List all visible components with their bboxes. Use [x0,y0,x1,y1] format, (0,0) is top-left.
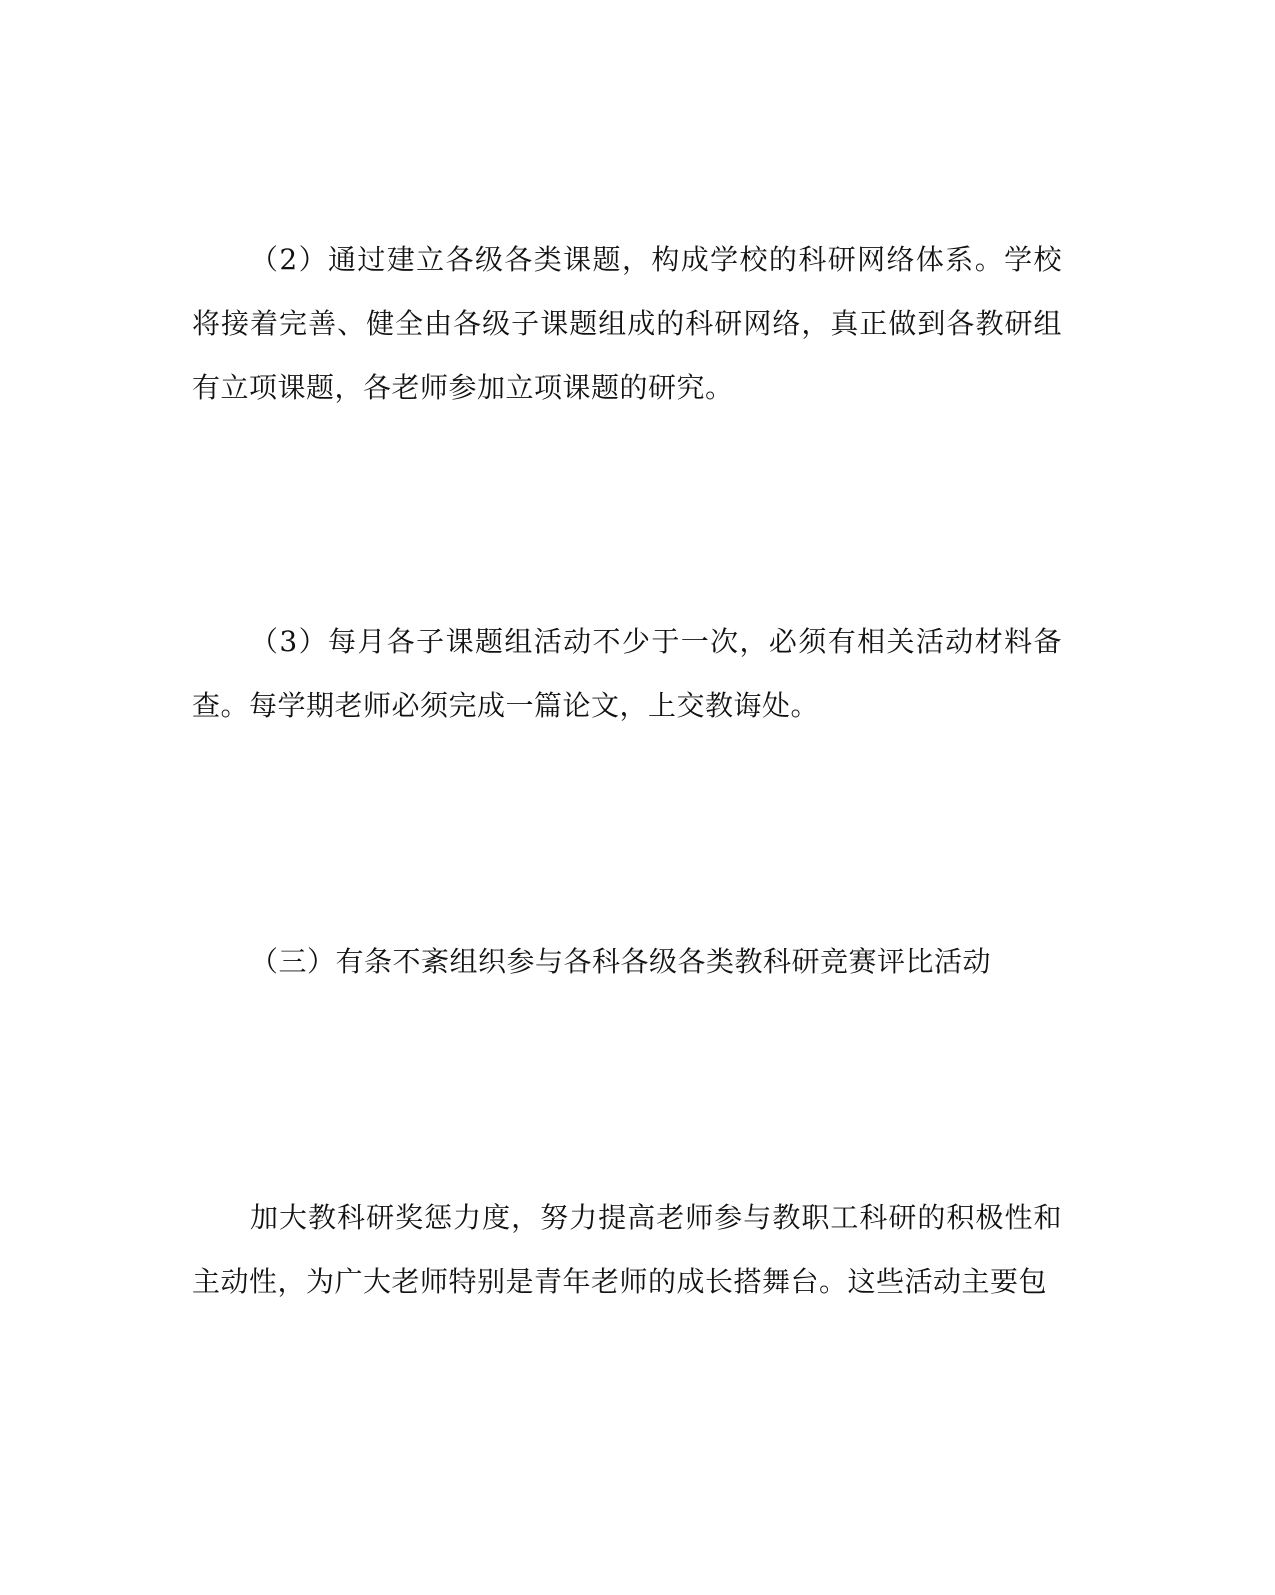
section-heading-3: （三）有条不紊组织参与各科各级各类教科研竞赛评比活动 [250,945,992,978]
paragraph-item-3: （3）每月各子课题组活动不少于一次，必须有相关活动材料备查。每学期老师必须完成一篇论文，上交教诲处。 [192,625,1062,722]
paragraph-body: 加大教科研奖惩力度，努力提高老师参与教职工科研的积极性和主动性，为广大老师特别是青年老师的成长搭舞台。这些活动主要包 [192,1201,1062,1298]
paragraph-item-2: （2）通过建立各级各类课题，构成学校的科研网络体系。学校将接着完善、健全由各级子课题组成的科研网络，真正做到各教研组有立项课题，各老师参加立项课题的研究。 [192,243,1062,404]
